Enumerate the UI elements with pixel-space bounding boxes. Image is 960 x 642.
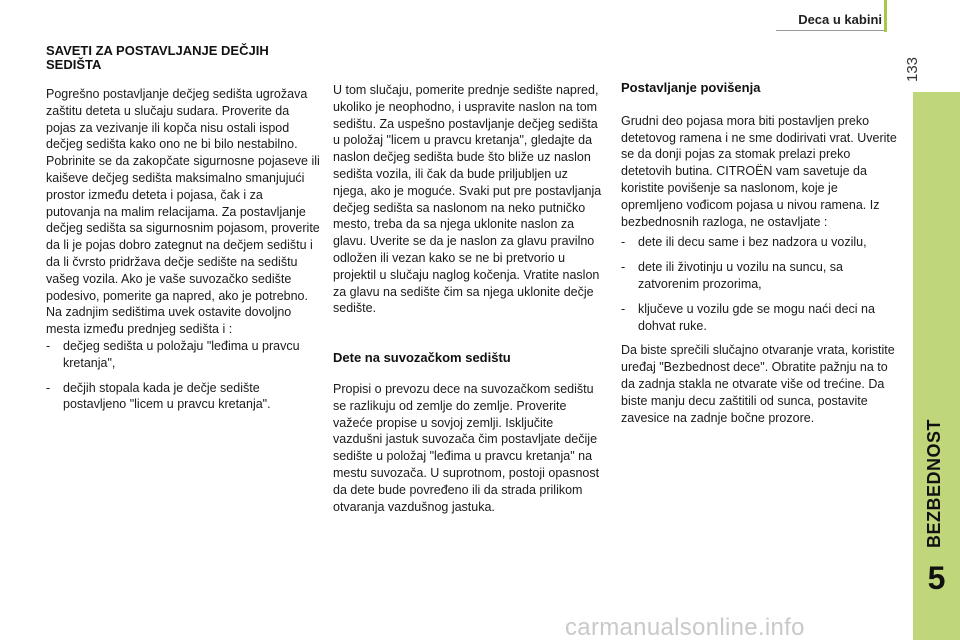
list-dash: - [621,235,626,250]
list-item [46,380,320,414]
body-paragraph: Pogrešno postavljanje dečjeg sedišta ugrožava zaštitu deteta u slučaju sudara. Proverite da pojas za vezivanje ili kopča nisu ostali ispod dečjeg sedišta kako ono ne bi bilo nestabilno. Pobrinite se da zakopčate sigurnosne pojaseve ili kaiševe dečjeg sedišta maksimalno smanjujući prostor između deteta i pojasa, čak i za putovanja na malim relacijama. Za postavljanje dečjeg sedišta sa sigurnosnim pojasom, proverite da li je pojas dobro zategnut na dečjem sedištu i da li čvrsto pridržava dečje sedište na sedištu vašeg vozila. Ako je vaše suvozačko sedište podesivo, pomerite ga napred, ako je potrebno. Na zadnjim sedištima uvek ostavite dovoljno mesta između prednjeg sedišta i : [46,87,320,337]
watermark-text: carmanualsonline.info [565,614,805,641]
list-item-text: dete ili životinju u vozilu na suncu, sa zatvorenim prozorima, [638,260,843,291]
body-paragraph: Grudni deo pojasa mora biti postavljen preko detetovog ramena i ne sme dodirivati vrat. Uverite se da donji pojas za stomak prelazi preko detetovih butina. CITROËN vam savetuje da koristite povišenje sa naslonom, koje je opremljeno vođicom pojasa u nivou ramena. Iz bezbednosnih razloga, ne ostavljate : [621,113,897,229]
column-1 [46,44,320,421]
list-item-text: dečjeg sedišta u položaju "leđima u pravcu kretanja", [63,338,300,370]
list-item [621,234,897,251]
body-paragraph: Da biste sprečili slučajno otvaranje vrata, koristite uređaj "Bezbednost dece". Obratite pažnju na to da zadnja stakla ne otvarate više od trećine. Da biste manju decu zaštitili od sunca, postavite zavesice na zadnje bočne prozore. [621,343,895,425]
list-dash: - [46,338,51,353]
sidebar-section-label: BEZBEDNOST [924,418,944,548]
column-3 [621,80,897,426]
page-number: 133 [904,56,921,82]
list-item [621,259,897,293]
body-paragraph: U tom slučaju, pomerite prednje sedište napred, ukoliko je neophodno, i uspravite naslon na tom sedištu. Za uspešno postavljanje dečjeg sedišta u položaj "licem u pravcu kretanja", gledajte da naslon dečjeg sedišta bude što bliže uz naslon sedišta vozila, ili čak da bude priljubljen uz njega, ako je moguće. Svaki put pre postavljanja dečjeg sedištа sa naslonom na neko putničko mesto, treba da sa njega uklonite naslon za glavu. Uverite se da je naslon za glavu pravilno odložen ili vezan kako se ne bi pretvorio u projektil u slučaju naglog kočenja. Vratite naslon za glavu na sedište čim sa njega uklonite dečje sedište. [333,83,602,316]
column-2 [333,82,605,515]
chapter-number: 5 [927,560,946,596]
subsection-heading: Dete na suvozačkom sedištu [333,350,511,366]
list-dash: - [46,380,51,395]
list-item-text: dete ili decu same i bez nadzora u vozilu, [638,235,867,250]
list-item-text: dečjih stopala kada je dečje sedište postavljeno "licem u pravcu kretanja". [63,380,271,412]
body-paragraph: Propisi o prevozu dece na suvozačkom sedištu se razlikuju od zemlje do zemlje. Proverite važeće propise u sovjoj zemlji. Isključite vazdušni jastuk suvozača čim postavljate dečije sedište u položaj "leđima u pravcu kretanja" na mestu suvozača. U suprotnom, postoji opasnost da dete bude povređeno ili da strada prilikom otvaranja vazdušnog jastuka. [333,381,600,514]
list-item-text: ključeve u vozilu gde se mogu naći deci na dohvat ruke. [638,301,875,333]
header-accent-bar [884,0,887,32]
list-dash: - [621,301,626,316]
list-item [46,338,320,372]
subsection-heading: Postavljanje povišenja [621,80,761,95]
header-rule [776,30,886,31]
section-heading: SAVETI ZA POSTAVLJANJE DEČJIH SEDIŠTA [46,43,269,72]
list-item [621,301,897,335]
list-dash: - [621,260,626,275]
header-title: Deca u kabini [798,12,882,27]
